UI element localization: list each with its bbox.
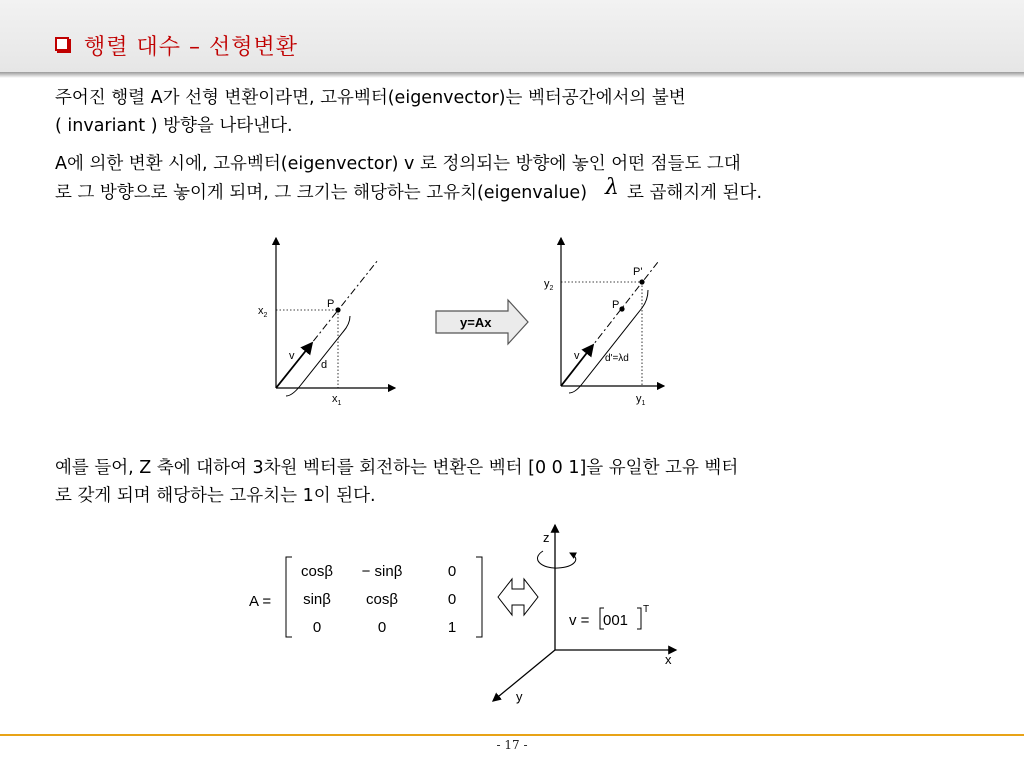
- paragraph-2-line-1: A에 의한 변환 시에, 고유벡터(eigenvector) v 로 정의되는 방향에 놓인 어떤 점들도 그대: [55, 154, 741, 174]
- axes-3d: [493, 525, 676, 704]
- paragraph-2-line-2-start: 로 그 방향으로 놓이게 되며, 그 크기는 해당하는 고유치(eigenvalue): [55, 183, 588, 203]
- paragraph-1: [55, 84, 686, 140]
- right-label-v: v: [574, 350, 580, 362]
- matrix-cell-r1c1: cosβ: [301, 563, 333, 580]
- footer-divider: [0, 734, 1024, 736]
- y-axis: [493, 650, 555, 701]
- left-label-p: P: [327, 298, 335, 310]
- v-vector-entries: 001: [603, 612, 629, 629]
- matrix-cell-r3c1: 0: [312, 619, 322, 636]
- right-point-p-prime: [639, 279, 644, 284]
- rotation-arrow-icon: [537, 551, 575, 568]
- matrix-cell-r2c2: cosβ: [366, 591, 398, 608]
- right-point-p: [619, 306, 624, 311]
- matrix-cell-r1c3: 0: [447, 563, 457, 580]
- rotation-matrix-figure: [240, 515, 710, 715]
- page-number: - 17 -: [496, 738, 528, 752]
- title-divider: [0, 72, 1024, 78]
- matrix-cell-r3c2: 0: [377, 619, 387, 636]
- transform-arrow-label: y=Ax: [460, 315, 492, 330]
- right-label-y2: $y_2$: [544, 278, 554, 292]
- v-transpose-superscript: T: [643, 604, 650, 615]
- matrix-left-bracket: [286, 557, 292, 637]
- matrix-cell-r1c2: − sinβ: [361, 563, 403, 580]
- paragraph-2-line-2-end: 로 곱해지게 된다.: [626, 183, 763, 203]
- matrix-cell-r2c1: sinβ: [303, 591, 331, 608]
- original-space-diagram: [258, 238, 395, 407]
- paragraph-1-line-2: ( invariant ) 방향을 나타낸다.: [55, 116, 293, 136]
- left-label-x1: $x_1$: [332, 393, 342, 407]
- right-label-d-prime: d'=λd: [605, 353, 629, 364]
- left-label-x2: $x_2$: [258, 305, 268, 319]
- left-label-v: v: [289, 350, 295, 362]
- y-axis-label: y: [516, 689, 523, 704]
- v-equation-label: v =: [569, 612, 590, 629]
- slide-title: 행렬 대수 – 선형변환: [84, 35, 298, 60]
- eigenvector-transform-figure: [250, 228, 670, 413]
- matrix-cell-r3c3: 1: [447, 619, 457, 636]
- rotation-matrix: [249, 557, 482, 637]
- left-label-d: d: [321, 359, 328, 371]
- equivalence-double-arrow-icon: [498, 579, 538, 615]
- matrix-cell-r2c3: 0: [447, 591, 457, 608]
- z-axis-label: z: [543, 530, 550, 545]
- x-axis-label: x: [665, 652, 672, 667]
- paragraph-3: [55, 454, 738, 510]
- right-label-p: P: [612, 299, 620, 311]
- v-vector-right-bracket: [637, 608, 641, 629]
- paragraph-2-line-2: [55, 175, 763, 207]
- right-label-p-prime: P': [633, 266, 643, 278]
- paragraph-2: [55, 150, 762, 207]
- paragraph-3-line-2: 로 갖게 되며 해당하는 고유치는 1이 된다.: [55, 486, 376, 506]
- paragraph-1-line-1: 주어진 행렬 A가 선형 변환이라면, 고유벡터(eigenvector)는 벡터공간에서의 불변: [55, 88, 686, 108]
- transformed-space-diagram: [544, 238, 664, 407]
- matrix-right-bracket: [476, 557, 482, 637]
- transform-arrow: [436, 300, 528, 344]
- matrix-lhs: A =: [249, 593, 272, 610]
- left-length-bracket: [286, 316, 350, 396]
- paragraph-3-line-1: 예를 들어, Z 축에 대하여 3차원 벡터를 회전하는 변환은 벡터 [0 0 1]을 유일한 고유 벡터: [55, 458, 739, 478]
- right-label-y1: $y_1$: [636, 393, 646, 407]
- right-length-bracket: [569, 290, 648, 393]
- left-point-p: [335, 307, 340, 312]
- checkbox-bullet-icon: [55, 37, 69, 51]
- lambda-symbol: λ: [605, 175, 619, 200]
